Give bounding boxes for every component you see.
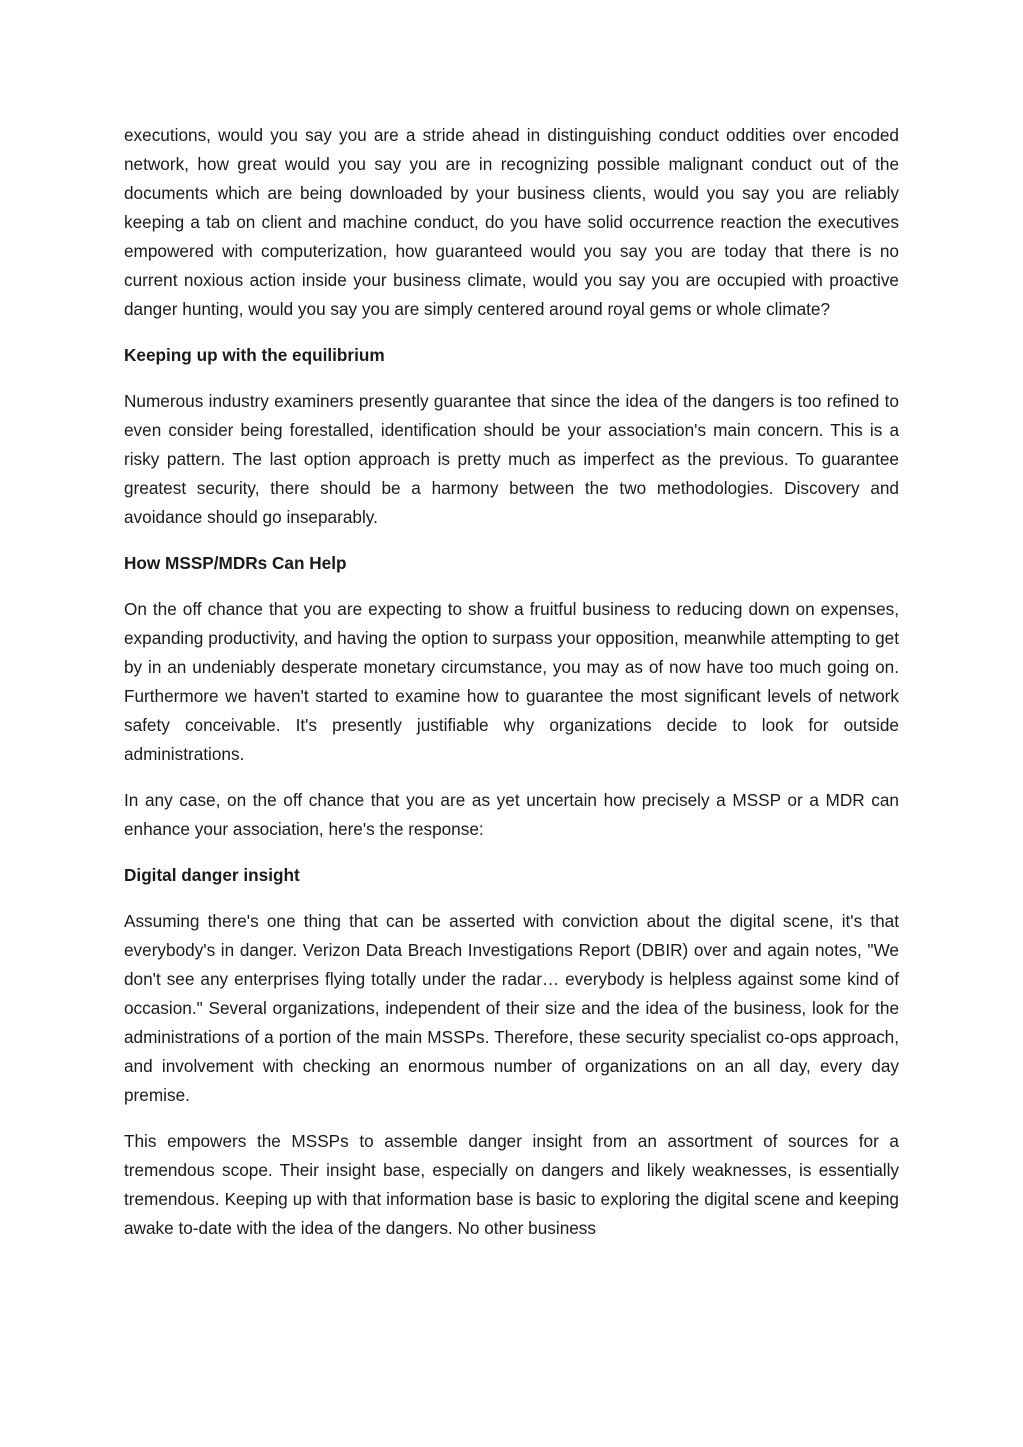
paragraph-danger-insight-base: This empowers the MSSPs to assemble danger insight from an assortment of sources for a tremendous scope. Their insight base, especially on dangers and likely weaknesses, is essentially tremendous. Keeping up with that information base is basic to exploring the digital scene and keeping awake to-date with the idea of the dangers. No other business [124,1131,899,1238]
heading-mssp-mdr-help: How MSSP/MDRs Can Help [124,553,347,573]
document-page [124,121,899,1260]
heading-equilibrium: Keeping up with the equilibrium [124,345,385,365]
paragraph-mssp-response: In any case, on the off chance that you are as yet uncertain how precisely a MSSP or a MDR can enhance your association, here's the response: [124,790,899,839]
paragraph-intro-questions: executions, would you say you are a stride ahead in distinguishing conduct oddities over encoded network, how great would you say you are in recognizing possible malignant conduct out of the documents which are being downloaded by your business clients, would you say you are reliably keeping a tab on client and machine conduct, do you have solid occurrence reaction the executives empowered with computerization, how guaranteed would you say you are today that there is no current noxious action inside your business climate, would you say you are occupied with proactive danger hunting, would you say you are simply centered around royal gems or whole climate? [124,125,899,319]
paragraph-dbir: Assuming there's one thing that can be asserted with conviction about the digital scene, it's that everybody's in danger. Verizon Data Breach Investigations Report (DBIR) over and again notes, "We don't see any enterprises flying totally under the radar… everybody is helpless against some kind of occasion." Several organizations, independent of their size and the idea of the business, look for the administrations of a portion of the main MSSPs. Therefore, these security specialist co-ops approach, and involvement with checking an enormous number of organizations on an all day, every day premise. [124,911,899,1105]
paragraph-mssp-business: On the off chance that you are expecting to show a fruitful business to reducing down on expenses, expanding productivity, and having the option to surpass your opposition, meanwhile attempting to get by in an undeniably desperate monetary circumstance, you may as of now have too much going on. Furthermore we haven't started to examine how to guarantee the most significant levels of network safety conceivable. It's presently justifiable why organizations decide to look for outside administrations. [124,599,899,764]
paragraph-equilibrium: Numerous industry examiners presently guarantee that since the idea of the dangers is too refined to even consider being forestalled, identification should be your association's main concern. This is a risky pattern. The last option approach is pretty much as imperfect as the previous. To guarantee greatest security, there should be a harmony between the two methodologies. Discovery and avoidance should go inseparably. [124,391,899,527]
heading-digital-danger-insight: Digital danger insight [124,865,300,885]
